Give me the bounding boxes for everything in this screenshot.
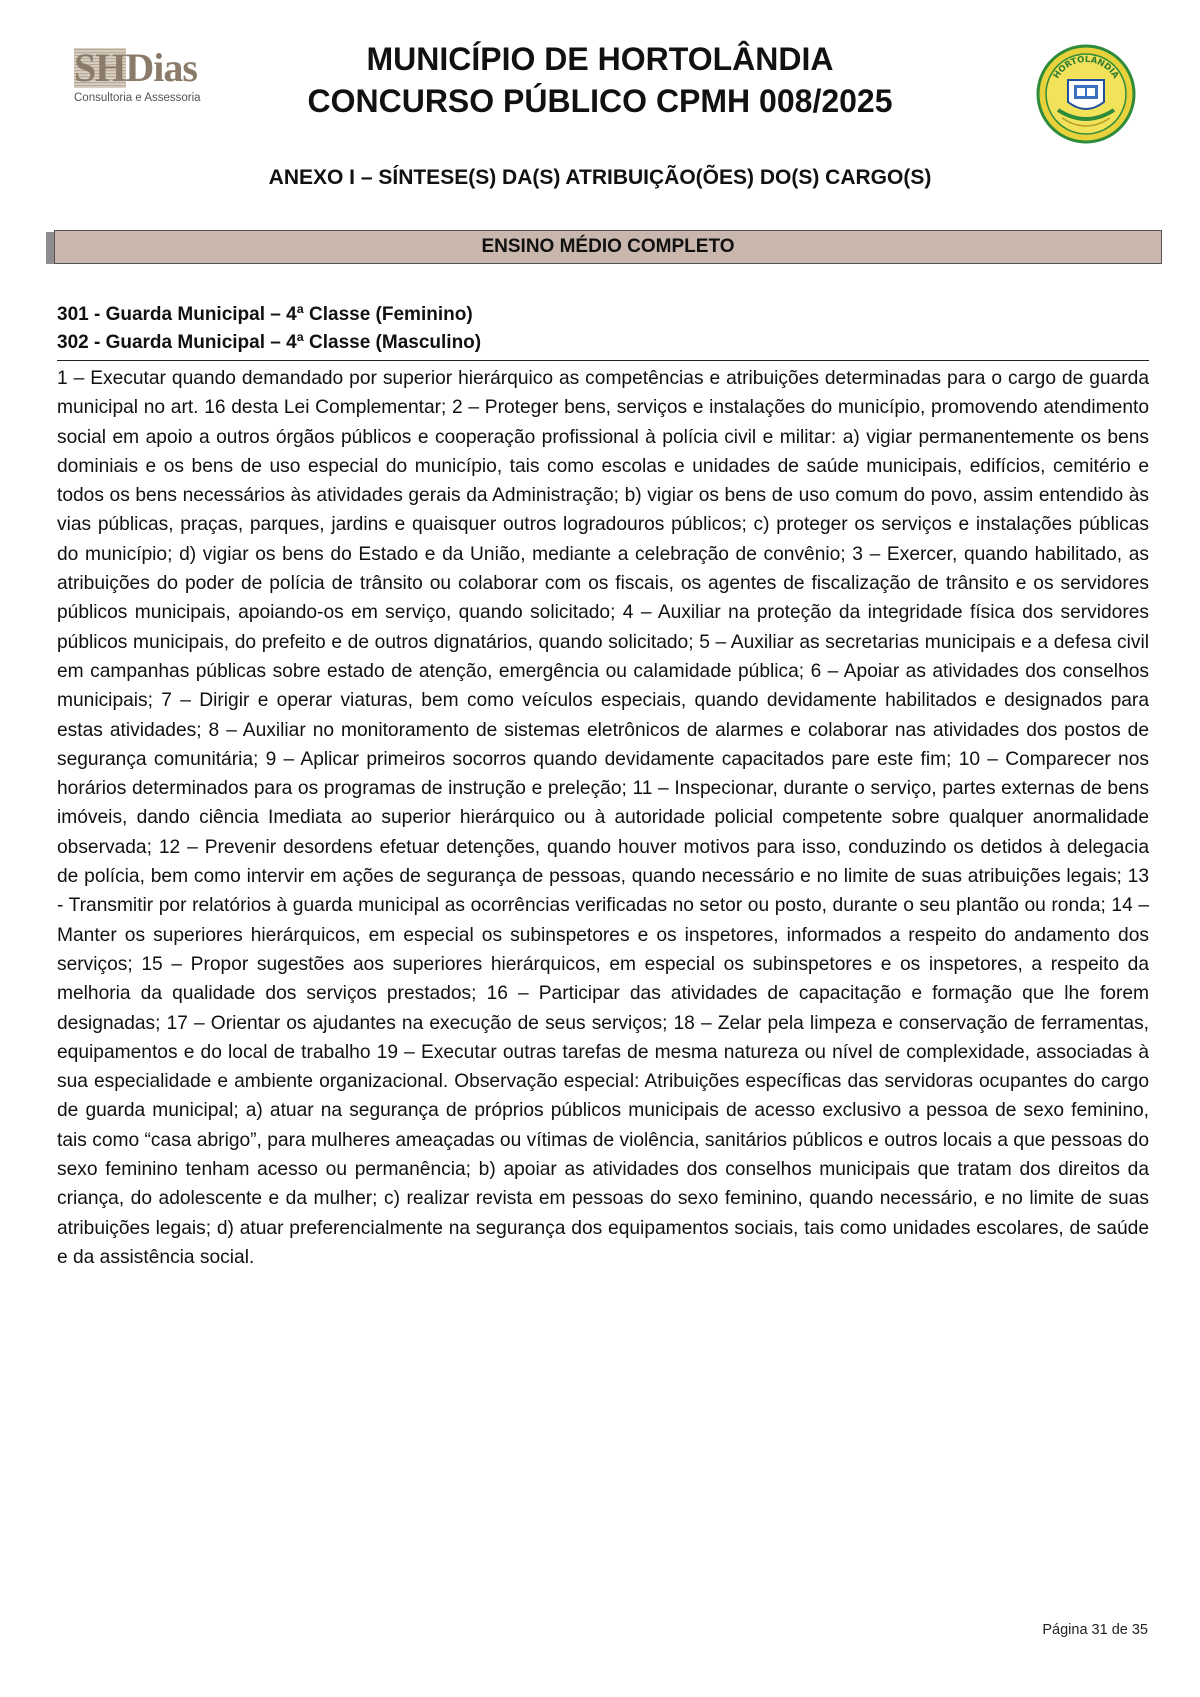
municipality-title: MUNICÍPIO DE HORTOLÂNDIA [366,41,834,77]
education-level-accent [46,232,54,264]
document-header-titles [250,38,950,122]
page-number: Página 31 de 35 [1042,1622,1148,1638]
hortolandia-seal-icon [1036,44,1136,144]
education-level-label: ENSINO MÉDIO COMPLETO [54,230,1162,264]
shdias-logo-wordmark: SHDias [74,45,197,90]
cargo-title-301: 301 - Guarda Municipal – 4ª Classe (Feminino) [57,304,473,325]
cargo-divider [57,360,1149,361]
svg-text:HORTOLÂNDIA: HORTOLÂNDIA [1051,54,1121,81]
hortolandia-seal-logo [1036,44,1136,144]
cargo-description: 1 – Executar quando demandado por superior hierárquico as competências e atribuições determinadas para o cargo de guarda municipal no art. 16 desta Lei Complementar; 2 – Proteger bens, serviços e instalações do município, promovendo atendimento social em apoio a outros órgãos públicos e cooperação profissional à polícia civil e militar: a) vigiar permanentemente os bens dominiais e os bens de uso especial do município, tais como escolas e unidades de saúde municipais, edifícios, cemitério e todos os bens necessários às atividades gerais da Administração; b) vigiar os bens de uso comum do povo, assim entendido às vias públicas, praças, parques, jardins e quaisquer outros logradouros públicos; c) proteger os serviços e instalações públicas do município; d) vigiar os bens do Estado e da União, mediante a celebração de convênio; 3 – Exercer, quando habilitado, as atribuições do poder de polícia de trânsito ou colaborar com os fiscais, os agentes de fiscalização de trânsito e os servidores públicos municipais, apoiando-os em serviço, quando solicitado; 4 – Auxiliar na proteção da integridade física dos servidores públicos municipais, do prefeito e de outros dignatários, quando solicitado; 5 – Auxiliar as secretarias municipais e a defesa civil em campanhas públicas sobre estado de atenção, emergência ou calamidade pública; 6 – Apoiar as atividades dos conselhos municipais; 7 – Dirigir e operar viaturas, bem como veículos especiais, quando devidamente habilitados e designados para estas atividades; 8 – Auxiliar no monitoramento de sistemas eletrônicos de alarmes e colaborar nas atividades dos postos de segurança comunitária; 9 – Aplicar primeiros socorros quando devidamente capacitados pare este fim; 10 – Comparecer nos horários determinados para os programas de instrução e preleção; 11 – Inspecionar, durante o serviço, partes externas de bens imóveis, dando ciência Imediata ao superior hierárquico ou à autoridade policial competente sobre qualquer anormalidade observada; 12 – Prevenir desordens efetuar detenções, quando houver motivos para isso, conduzindo os detidos à delegacia de polícia, bem como intervir em ações de segurança de pessoas, quando necessário e no limite de suas atribuições legais; 13 - Transmitir por relatórios à guarda municipal as ocorrências verificadas no setor ou posto, durante o seu plantão ou ronda; 14 – Manter os superiores hierárquicos, em especial os subinspetores e os inspetores, informados a respeito do andamento dos serviços; 15 – Propor sugestões aos superiores hierárquicos, em especial os subinspetores e os inspetores, a respeito da melhoria da qualidade dos serviços prestados; 16 – Participar das atividades de capacitação e formação que lhe forem designadas; 17 – Orientar os ajudantes na execução de seus serviços; 18 – Zelar pela limpeza e conservação de ferramentas, equipamentos e do local de trabalho 19 – Executar outras tarefas de mesma natureza ou nível de complexidade, associadas à sua especialidade e ambiente organizacional. Observação especial: Atribuições específicas das servidoras ocupantes do cargo de guarda municipal; a) atuar na segurança de próprios públicos municipais de acesso exclusivo a pessoa de sexo feminino, tais como “casa abrigo”, para mulheres ameaçadas ou vítimas de violência, sanitários públicos e outros locais a que pessoas do sexo feminino tenham acesso ou permanência; b) apoiar as atividades dos conselhos municipais que tratam dos direitos da criança, do adolescente e da mulher; c) realizar revista em pessoas do sexo feminino, quando necessário, e no limite de suas atribuições legais; d) atuar preferencialmente na segurança dos equipamentos sociais, tais como unidades escolares, de saúde e da assistência social. [57,368,1149,1268]
cargo-list [57,301,1149,357]
contest-title: CONCURSO PÚBLICO CPMH 008/2025 [307,83,893,119]
annex-title: ANEXO I – SÍNTESE(S) DA(S) ATRIBUIÇÃO(ÕES) DO(S) CARGO(S) [268,166,932,189]
shdias-logo [74,46,214,108]
shdias-logo-tagline: Consultoria e Assessoria [74,92,201,104]
education-level-header [46,230,1164,266]
cargo-title-302: 302 - Guarda Municipal – 4ª Classe (Masculino) [57,332,482,353]
